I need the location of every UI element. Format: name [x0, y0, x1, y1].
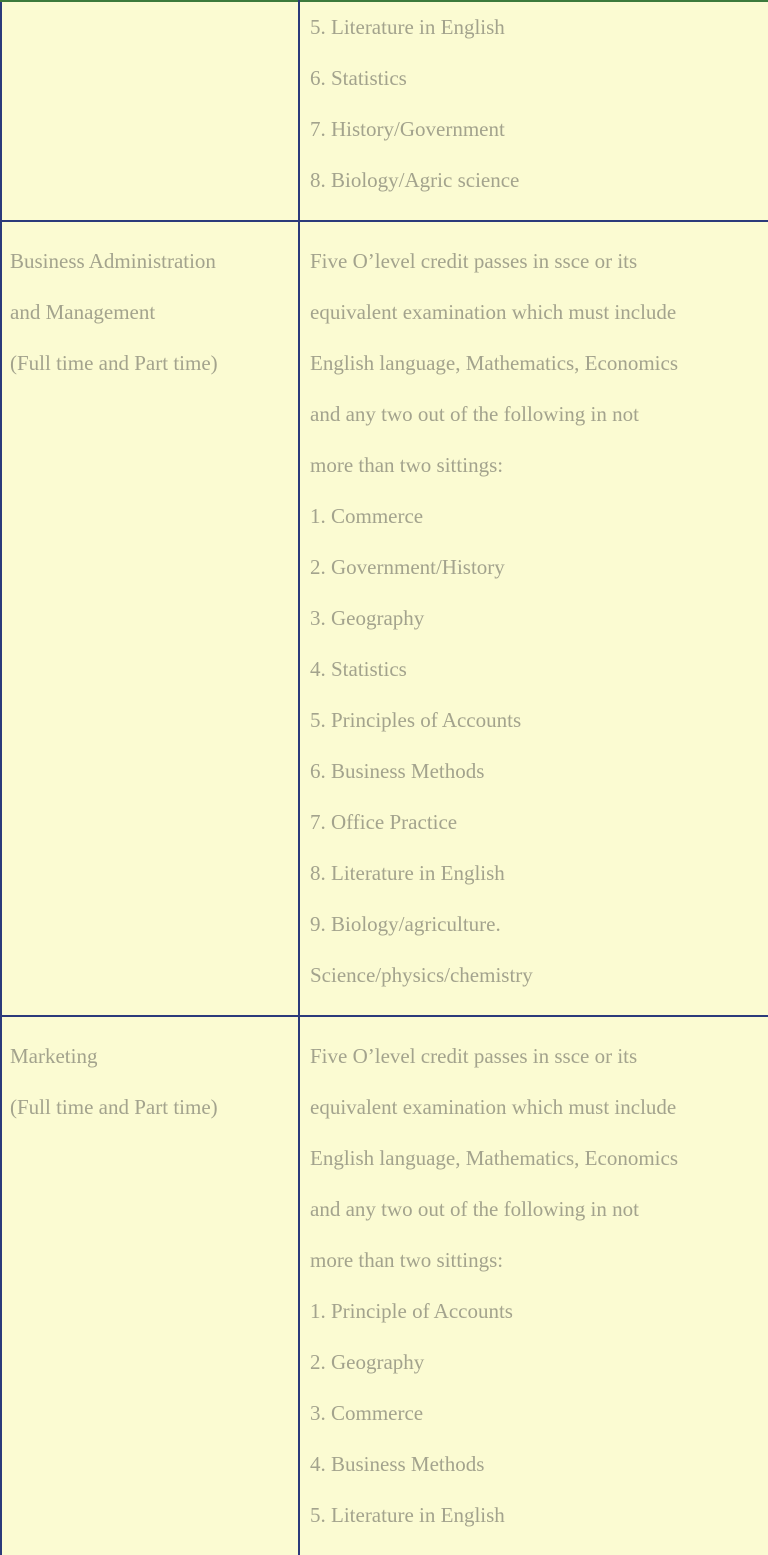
requirement-line: Five O’level credit passes in ssce or its: [310, 249, 638, 273]
programme-line: Business Administration: [10, 249, 216, 273]
requirement-line: 7. Office Practice: [310, 810, 458, 834]
requirement-line: more than two sittings:: [310, 453, 504, 477]
requirement-line: 4. Statistics: [310, 657, 407, 681]
requirement-line: 5. Literature in English: [310, 15, 505, 39]
programme-cell: [1, 1, 299, 221]
requirement-line: Five O’level credit passes in ssce or its: [310, 1044, 638, 1068]
requirement-line: 1. Commerce: [310, 504, 424, 528]
requirement-line: equivalent examination which must include: [310, 1095, 677, 1119]
requirement-line: and any two out of the following in not: [310, 1197, 639, 1221]
programme-line: and Management: [10, 300, 156, 324]
requirement-line: 8. Literature in English: [310, 861, 505, 885]
requirement-line: 5. Literature in English: [310, 1503, 505, 1527]
requirements-cell-content: [300, 222, 768, 1015]
requirement-line: 2. Government/History: [310, 555, 505, 579]
requirement-line: English language, Mathematics, Economics: [310, 1146, 678, 1170]
requirements-cell: [299, 1, 768, 221]
requirement-line: 9. Biology/agriculture.: [310, 912, 501, 936]
requirement-line: 5. Principles of Accounts: [310, 708, 522, 732]
requirement-line: 1. Principle of Accounts: [310, 1299, 513, 1323]
table-row: [1, 221, 768, 1016]
programme-cell: [1, 1016, 299, 1555]
table-row: [1, 1016, 768, 1555]
requirement-line: more than two sittings:: [310, 1248, 504, 1272]
requirements-cell: [299, 221, 768, 1016]
table-row: [1, 1, 768, 221]
requirement-line: 2. Geography: [310, 1350, 425, 1374]
requirement-line: 3. Commerce: [310, 1401, 424, 1425]
requirements-cell-content: [300, 2, 768, 220]
table-body: [1, 1, 768, 1555]
programme-cell: [1, 221, 299, 1016]
programme-cell-content: [2, 222, 298, 403]
requirement-line: 8. Biology/Agric science: [310, 168, 520, 192]
requirement-line: Science/physics/chemistry: [310, 963, 533, 987]
requirement-line: and any two out of the following in not: [310, 402, 639, 426]
requirement-line: equivalent examination which must include: [310, 300, 677, 324]
requirement-line: 3. Geography: [310, 606, 425, 630]
requirements-cell-content: [300, 1017, 768, 1555]
programme-line: (Full time and Part time): [10, 351, 218, 375]
requirement-line: English language, Mathematics, Economics: [310, 351, 678, 375]
programme-line: Marketing: [10, 1044, 98, 1068]
requirement-line: 6. Business Methods: [310, 759, 485, 783]
programme-line: (Full time and Part time): [10, 1095, 218, 1119]
requirement-line: 7. History/Government: [310, 117, 505, 141]
requirement-line: 6. Statistics: [310, 66, 407, 90]
requirements-cell: [299, 1016, 768, 1555]
requirement-line: 4. Business Methods: [310, 1452, 485, 1476]
programme-cell-content: [2, 1017, 298, 1147]
programme-cell-content: [2, 2, 298, 30]
